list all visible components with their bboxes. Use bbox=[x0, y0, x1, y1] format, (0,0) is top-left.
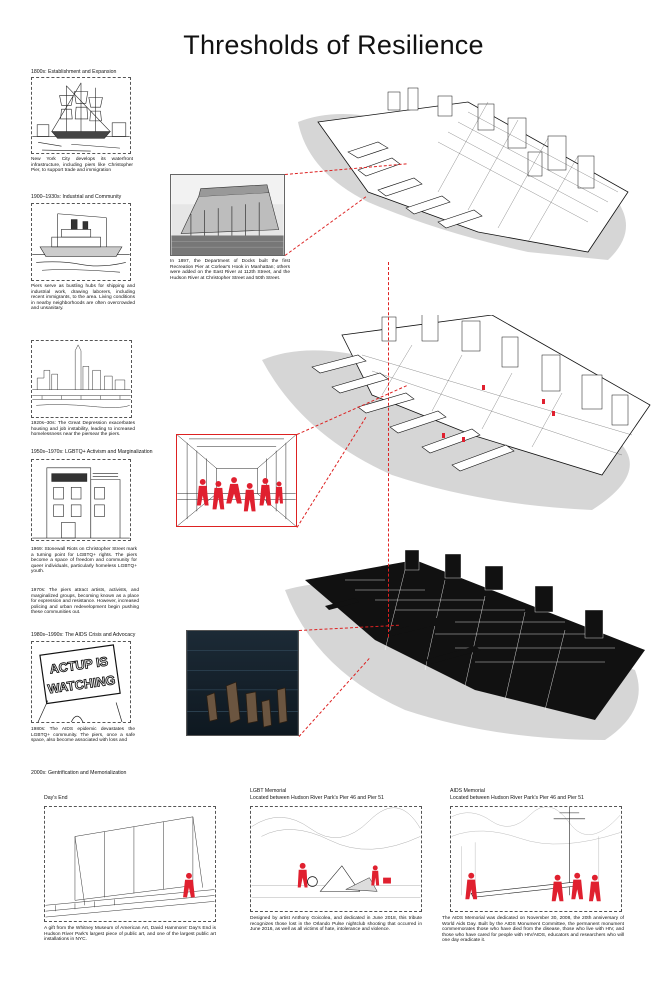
timeline-text-1920s: 1920s–30s: The Great Depression exacerbates housing and job instability, leading to increased homelessness near the piersear the piers. bbox=[31, 421, 135, 438]
aids-memorial-frame bbox=[450, 806, 622, 912]
memorial-heading-aids: AIDS Memorial bbox=[450, 788, 485, 794]
timeline-text-1900s: Piers serve as bustling hubs for shipping and industrial work, drawing laborers, including recent immigrants, to the area. Living conditions in nearby neighborhoods are often overcrowded and unsanitary. bbox=[31, 284, 135, 312]
iso-map-icon bbox=[262, 315, 652, 515]
skyline-sketch-icon bbox=[32, 341, 131, 417]
iso-map-1800s bbox=[288, 82, 648, 262]
timeline-heading-2000s: 2000s: Gentrification and Memorialization bbox=[31, 770, 127, 776]
iso-map-icon bbox=[288, 82, 648, 262]
timeline-text-1970s: 1970s: The piers attract artists, activists, and marginalized groups, becoming known as a place for expression and resistance. However, increased policing and urban redevelopment begin pushing these communities out. bbox=[31, 588, 139, 616]
recreation-pier-caption: In 1897, the Department of Docks built the first Recreation Pier at Corlear's Hook in Manhattan; others were added on the East River at 112th Street, and the Hudson River at Christopher Street and 50th Street. bbox=[170, 259, 290, 281]
timeline-heading-1950s: 1950s–1970s: LGBTQ+ Activism and Marginalization bbox=[31, 449, 153, 455]
memorial-heading-days-end: Day's End bbox=[44, 795, 68, 801]
steamship-sketch-icon bbox=[32, 204, 130, 280]
days-end-sketch-icon bbox=[45, 807, 215, 921]
timeline-heading-1980s: 1980s–1990s: The AIDS Crisis and Advocacy bbox=[31, 632, 136, 638]
page-title: Thresholds of Resilience bbox=[183, 30, 484, 60]
steamship-sketch-frame bbox=[31, 203, 131, 281]
timeline-text-1980s: 1980s: The AIDS epidemic devastates the LGBTQ+ community. The piers, once a safe space, also become associated with loss and bbox=[31, 727, 135, 744]
lgbt-memorial-sketch-icon bbox=[251, 807, 421, 911]
stonewall-sketch-frame bbox=[31, 459, 131, 541]
leader-line bbox=[388, 262, 389, 637]
memorial-text-lgbt: Designed by artist Anthony Goicolea, and dedicated in June 2018, this tribute recognizes those lost in the Orlando Pulse nightclub shooting that occurred in June 2016, as well as all victims of hate, intolerance and violence. bbox=[250, 916, 422, 933]
pier-photo-icon bbox=[171, 175, 284, 255]
timeline-text-1800s: New York City develops its waterfront infrastructure, including piers like Christopher Pier, to support trade and immigration bbox=[31, 157, 133, 174]
timeline-heading-1900s: 1900–1930s: Industrial and Community bbox=[31, 194, 122, 200]
protest-sign-frame bbox=[31, 641, 131, 723]
protest-sign-line-1: ACTUP IS bbox=[48, 654, 109, 677]
pilings-photo-icon bbox=[187, 631, 298, 735]
timeline-text-1969: 1969: Stonewall Riots on Christopher Street mark a turning point for LGBTQ+ rights. The piers become a space of freedom and community for queer individuals, particularly homeless LGBTQ+ youth. bbox=[31, 547, 137, 575]
memorial-heading-lgbt: LGBT Memorial bbox=[250, 788, 287, 794]
ship-sketch-icon bbox=[32, 78, 130, 153]
ship-sketch-frame bbox=[31, 77, 131, 154]
aids-memorial-sketch-icon bbox=[451, 807, 621, 911]
iso-map-1950s bbox=[262, 315, 652, 515]
days-end-frame bbox=[44, 806, 216, 922]
pilings-photo bbox=[186, 630, 299, 736]
protest-sign-sketch-icon bbox=[32, 642, 130, 722]
lgbt-memorial-frame bbox=[250, 806, 422, 912]
stonewall-sketch-icon bbox=[32, 460, 130, 540]
recreation-pier-photo bbox=[170, 174, 285, 256]
iso-map-icon bbox=[285, 550, 650, 745]
skyline-sketch-frame bbox=[31, 340, 132, 418]
memorial-subheading-lgbt: Located between Hudson River Park's Pier 46 and Pier 51 bbox=[250, 795, 384, 801]
timeline-heading-1800s: 1800s: Establishment and Expansion bbox=[31, 69, 117, 75]
protest-sign-line-2: WATCHING bbox=[46, 673, 117, 697]
iso-map-2000s bbox=[285, 550, 650, 745]
memorial-text-aids: The AIDS Memorial was dedicated on November 30, 2008, the 20th anniversary of World Aids Day. Built by the AIDS Monument Committee, the permanent monument commemorates those who have died from the disease, those who live with HIV, and those who have cared for people with HIV/AIDS, educators and researchers who will one day eradicate it. bbox=[442, 916, 624, 944]
memorial-subheading-aids: Located between Hudson River Park's Pier 46 and Pier 51 bbox=[450, 795, 584, 801]
memorial-text-days-end: A gift from the Whitney Museum of American Art, David Hammons' Day's End is Hudson River Park's largest piece of public art, and one of the largest public art installations in NYC. bbox=[44, 926, 216, 943]
